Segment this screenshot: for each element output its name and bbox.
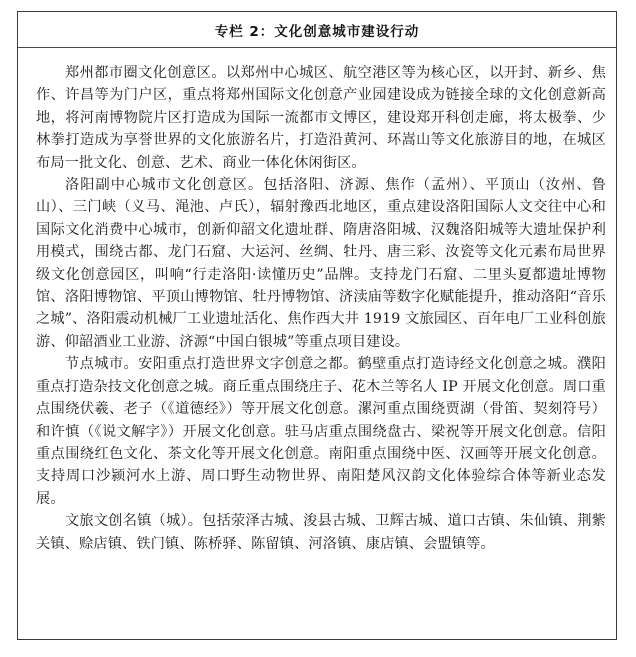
paragraph-towns: 文旅文创名镇（城）。包括荥泽古城、浚县古城、卫辉古城、道口古镇、朱仙镇、荆紫关镇、赊店镇、铁门镇、陈桥驿、陈留镇、河洛镇、康店镇、会盟镇等。 bbox=[36, 513, 606, 552]
sidebar-box bbox=[17, 11, 617, 640]
paragraph-node-cities: 节点城市。安阳重点打造世界文字创意之都。鹤壁重点打造诗经文化创意之城。濮阳重点打造杂技文化创意之城。商丘重点围绕庄子、花木兰等名人 IP 开展文化创意。周口重点围绕伏羲、老子（《道德经》）等开展文化创意。漯河重点围绕贾湖（骨笛、契刻符号）和许慎（《说文解字》）开展文化创意。驻马店重点围绕盘古、梁祝等开展文化创意。信阳重点围绕红色文化、茶文化等开展文化创意。南阳重点围绕中医、汉画等开展文化创意。支持周口沙颍河水上游、周口野生动物世界、南阳楚风汉韵文化体验综合体等新业态发展。 bbox=[36, 356, 606, 507]
paragraph-zhengzhou: 郑州都市圈文化创意区。以郑州中心城区、航空港区等为核心区，以开封、新乡、焦作、许昌等为门户区，重点将郑州国际文化创意产业园建设成为链接全球的文化创意新高地，将河南博物院片区打造成为国际一流都市文博区，建设郑开科创走廊，将太极拳、少林拳打造成为享誉世界的文化旅游名片，打造沿黄河、环嵩山等文化旅游目的地，在城区布局一批文化、创意、艺术、商业一体化休闲街区。 bbox=[36, 65, 606, 171]
paragraph-luoyang: 洛阳副中心城市文化创意区。包括洛阳、济源、焦作（孟州）、平顶山（汝州、鲁山）、三门峡（义马、渑池、卢氏），辐射豫西北地区，重点建设洛阳国际人文交往中心和国际文化消费中心城市，创新仰韶文化遗址群、隋唐洛阳城、汉魏洛阳城等大遗址保护利用模式，围绕古都、龙门石窟、大运河、丝绸、牡丹、唐三彩、汝瓷等文化元素布局世界级文化创意园区，叫响“行走洛阳·读懂历史”品牌。支持龙门石窟、二里头夏都遗址博物馆、洛阳博物馆、平顶山博物馆、牡丹博物馆、济渎庙等数字化赋能提升，推动洛阳“音乐之城”、洛阳震动机械厂工业遗址活化、焦作西大井 1919 文旅园区、百年电厂工业科创旅游、仰韶酒业工业游、济源“中国白银城”等重点项目建设。 bbox=[36, 177, 606, 350]
box-body bbox=[18, 48, 616, 555]
box-title: 专栏 2：文化创意城市建设行动 bbox=[18, 12, 616, 48]
